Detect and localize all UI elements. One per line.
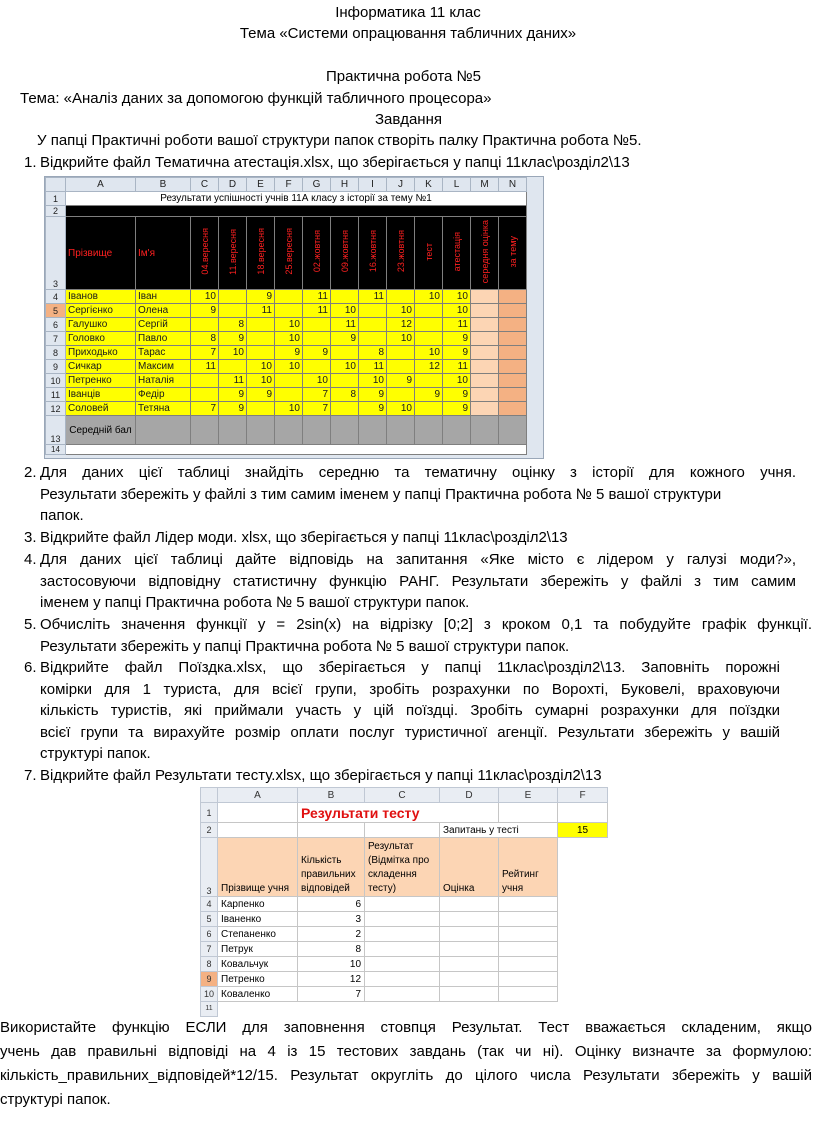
surname-cell: Петрук <box>218 942 298 957</box>
grade-cell <box>440 957 499 972</box>
correct-cell: 8 <box>298 942 365 957</box>
blank-cell <box>558 897 608 912</box>
surname-cell: Сергієнко <box>66 304 136 318</box>
column-letter: D <box>219 178 247 192</box>
header-result: Результат (Відмітка про складення тесту) <box>365 838 440 897</box>
row-number: 4 <box>46 290 66 304</box>
surname-cell: Іванов <box>66 290 136 304</box>
surname-cell: Галушко <box>66 318 136 332</box>
grade-cell <box>303 332 331 346</box>
grade-cell: 9 <box>191 304 219 318</box>
header-date: 25.вересня <box>283 228 294 275</box>
grade-cell: 10 <box>331 360 359 374</box>
thematic-cell <box>499 402 527 416</box>
result-cell <box>365 942 440 957</box>
name-cell: Максим <box>136 360 191 374</box>
column-letter: N <box>499 178 527 192</box>
grade-cell: 12 <box>387 318 415 332</box>
correct-cell: 12 <box>298 972 365 987</box>
table-row: 1 Результати успішності учнів 11А класу з історії за тему №1 <box>46 192 527 206</box>
questions-count: 15 <box>558 823 608 838</box>
tasks-heading: Завдання <box>375 111 442 128</box>
grade-cell <box>247 318 275 332</box>
grade-cell: 10 <box>303 374 331 388</box>
grade-cell: 10 <box>359 374 387 388</box>
table-row <box>46 360 527 374</box>
grade-cell: 9 <box>387 374 415 388</box>
table-row <box>201 897 608 912</box>
thematic-cell <box>499 318 527 332</box>
header-grade: Оцінка <box>440 838 499 897</box>
average-cell <box>471 388 499 402</box>
surname-cell: Карпенко <box>218 897 298 912</box>
column-letter: C <box>191 178 219 192</box>
grade-cell <box>331 290 359 304</box>
surname-cell: Іванців <box>66 388 136 402</box>
header-date: за тему <box>507 235 518 268</box>
row-number: 12 <box>46 402 66 416</box>
surname-cell: Ковальчук <box>218 957 298 972</box>
grade-cell: 8 <box>219 318 247 332</box>
header-surname: Прізвище <box>66 217 136 290</box>
row-number: 10 <box>46 374 66 388</box>
table-row <box>201 912 608 927</box>
grade-cell <box>387 360 415 374</box>
row-number: 9 <box>46 360 66 374</box>
grade-cell: 10 <box>275 360 303 374</box>
grade-cell <box>275 388 303 402</box>
grade-cell: 9 <box>331 332 359 346</box>
grade-cell <box>219 290 247 304</box>
grade-cell: 10 <box>443 374 471 388</box>
column-letter: A <box>66 178 136 192</box>
row-number: 6 <box>46 318 66 332</box>
grade-cell <box>331 402 359 416</box>
grade-cell <box>331 346 359 360</box>
surname-cell: Іваненко <box>218 912 298 927</box>
header-date: 11.вересня <box>227 228 238 275</box>
table-row <box>46 290 527 304</box>
questions-label: Запитань у тесті <box>440 823 558 838</box>
column-letter: C <box>365 788 440 803</box>
thematic-cell <box>499 388 527 402</box>
header-date: 02.жовтня <box>311 230 322 273</box>
table-row <box>46 402 527 416</box>
grade-cell <box>191 374 219 388</box>
correct-cell: 3 <box>298 912 365 927</box>
subject-title: Інформатика 11 клас <box>335 4 481 21</box>
grade-cell <box>415 318 443 332</box>
grade-cell: 11 <box>303 290 331 304</box>
grade-cell <box>359 304 387 318</box>
row-number: 9 <box>201 972 218 987</box>
grade-cell: 11 <box>247 304 275 318</box>
correct-cell: 2 <box>298 927 365 942</box>
grade-cell: 10 <box>331 304 359 318</box>
section-title: Тема «Системи опрацювання табличних даних» <box>239 25 577 42</box>
grade-cell: 11 <box>191 360 219 374</box>
column-letter: J <box>387 178 415 192</box>
grade-cell <box>219 360 247 374</box>
average-cell <box>471 290 499 304</box>
row-number: 5 <box>201 912 218 927</box>
grade-cell <box>191 388 219 402</box>
average-cell <box>471 346 499 360</box>
correct-cell: 7 <box>298 987 365 1002</box>
grade-cell: 9 <box>219 388 247 402</box>
grade-cell: 10 <box>415 290 443 304</box>
result-cell <box>365 897 440 912</box>
spreadsheet-attestation <box>44 176 544 459</box>
column-letter: G <box>303 178 331 192</box>
surname-cell: Степаненко <box>218 927 298 942</box>
surname-cell: Головко <box>66 332 136 346</box>
grade-cell <box>191 318 219 332</box>
grade-cell: 8 <box>359 346 387 360</box>
column-letter: E <box>247 178 275 192</box>
blank-cell <box>558 957 608 972</box>
thematic-cell <box>499 304 527 318</box>
grade-cell <box>415 304 443 318</box>
grade-cell <box>415 374 443 388</box>
grade-cell: 11 <box>303 304 331 318</box>
grade-cell: 10 <box>387 332 415 346</box>
grade-cell <box>440 942 499 957</box>
grade-cell: 10 <box>387 304 415 318</box>
surname-cell: Соловей <box>66 402 136 416</box>
grade-cell <box>219 304 247 318</box>
sheet-title: Результати успішності учнів 11А класу з історії за тему №1 <box>66 192 527 206</box>
grade-cell: 10 <box>275 318 303 332</box>
table-row <box>46 374 527 388</box>
average-cell <box>471 402 499 416</box>
grade-cell: 9 <box>415 388 443 402</box>
table-header-row: 3 Прізвище Ім'я 04.вересня 11.вересня 18.вересня 25.вересня 02.жовтня 09.жовтня 16.жовтня 23.жовтня тест атестація середня оцінка за тему <box>46 217 527 290</box>
column-letter: F <box>558 788 608 803</box>
name-cell: Федір <box>136 388 191 402</box>
task-2-number: 2. <box>24 464 37 481</box>
grade-cell: 11 <box>331 318 359 332</box>
surname-cell: Приходько <box>66 346 136 360</box>
grade-cell: 9 <box>443 346 471 360</box>
intro-text: У папці Практичні роботи вашої структури папок створіть палку Практична робота №5. <box>37 132 642 149</box>
surname-cell: Петренко <box>66 374 136 388</box>
rating-cell <box>499 912 558 927</box>
header-name: Ім'я <box>136 217 191 290</box>
row-number: 10 <box>201 987 218 1002</box>
table-row <box>46 304 527 318</box>
grade-cell: 9 <box>303 346 331 360</box>
grade-cell: 9 <box>247 290 275 304</box>
row-number: 7 <box>46 332 66 346</box>
thematic-cell <box>499 374 527 388</box>
grade-cell: 10 <box>247 374 275 388</box>
grade-cell: 9 <box>443 332 471 346</box>
thematic-cell <box>499 290 527 304</box>
average-cell <box>471 304 499 318</box>
row-number: 4 <box>201 897 218 912</box>
header-date: атестація <box>451 231 462 272</box>
correct-cell: 6 <box>298 897 365 912</box>
name-cell: Тарас <box>136 346 191 360</box>
rating-cell <box>499 957 558 972</box>
surname-cell: Коваленко <box>218 987 298 1002</box>
grade-cell <box>440 972 499 987</box>
table-row <box>201 942 608 957</box>
column-letter: B <box>136 178 191 192</box>
header-correct: Кількість правильних відповідей <box>298 838 365 897</box>
topic-title: Тема: «Аналіз даних за допомогою функцій табличного процесора» <box>20 90 492 107</box>
column-header-row <box>201 788 608 803</box>
grade-cell: 7 <box>303 388 331 402</box>
header-surname: Прізвище учня <box>218 838 298 897</box>
average-cell <box>471 374 499 388</box>
name-cell: Наталія <box>136 374 191 388</box>
blank-cell <box>558 987 608 1002</box>
grade-cell <box>247 346 275 360</box>
grade-cell: 10 <box>415 346 443 360</box>
table-row: 11 <box>201 1002 608 1017</box>
task-1-number: 1. <box>24 154 37 171</box>
grade-cell: 7 <box>191 402 219 416</box>
task-6: 6. Відкрийте файл Поїздка.xlsx, що зберігається у папці 11клас\розділ2\13. Заповніть порожні комірки для 1 туриста, для всієї групи, зробіть розрахунки по Ворохті, Буковелі, враховуючи кількість туристів, які приймали участь у цій поїздці. Зробіть сумарні розрахунки для поїздки всієї групи та вирахуйте розмір оплати послуг туристичної агенції. Результати збережіть у вашій структурі папок. <box>24 659 780 762</box>
column-letter: K <box>415 178 443 192</box>
grade-cell <box>247 402 275 416</box>
grade-cell: 10 <box>275 402 303 416</box>
blank-cell <box>558 927 608 942</box>
grade-cell <box>415 332 443 346</box>
table-row: 13 Середній бал <box>46 416 527 445</box>
result-cell <box>365 927 440 942</box>
grade-cell: 12 <box>415 360 443 374</box>
header-date: 09.жовтня <box>339 230 350 273</box>
column-letter: H <box>331 178 359 192</box>
row-number: 7 <box>201 942 218 957</box>
header-date: 23.жовтня <box>395 230 406 273</box>
task-1-text: Відкрийте файл Тематична атестація.xlsx, що зберігається у папці 11клас\розділ2\13 <box>40 154 630 171</box>
task-2: 2. Для даних цієї таблиці знайдіть середню та тематичну оцінку з історії для кожного учня. Результати збережіть у файлі з тим самим іменем у папці Практична робота № 5 вашої структури папок. <box>24 464 796 524</box>
header-date: 16.жовтня <box>367 230 378 273</box>
table-row <box>46 388 527 402</box>
grade-cell <box>415 402 443 416</box>
grade-cell: 10 <box>247 360 275 374</box>
header-date: тест <box>423 242 434 261</box>
thematic-cell <box>499 346 527 360</box>
grade-cell: 8 <box>331 388 359 402</box>
grade-cell: 11 <box>443 360 471 374</box>
grade-cell <box>247 332 275 346</box>
grade-cell <box>303 360 331 374</box>
table-row <box>46 332 527 346</box>
grade-cell: 10 <box>443 304 471 318</box>
grade-cell: 10 <box>191 290 219 304</box>
task-5: 5. Обчисліть значення функції y = 2sin(x) на відрізку [0;2] з кроком 0,1 та побудуйте графік функції. Результати збережіть у папці Практична робота № 5 вашої структури папок. <box>24 616 812 655</box>
grade-cell: 9 <box>443 388 471 402</box>
grade-cell: 11 <box>219 374 247 388</box>
grade-cell: 10 <box>275 332 303 346</box>
table-row <box>46 346 527 360</box>
result-cell <box>365 972 440 987</box>
grade-cell <box>387 290 415 304</box>
name-cell: Павло <box>136 332 191 346</box>
surname-cell: Петренко <box>218 972 298 987</box>
column-letter: F <box>275 178 303 192</box>
task-3: 3. Відкрийте файл Лідер моди. xlsx, що зберігається у папці 11клас\розділ2\13 <box>24 529 568 546</box>
grade-cell <box>387 346 415 360</box>
grade-cell: 11 <box>359 290 387 304</box>
row-number: 8 <box>46 346 66 360</box>
test-results-table <box>200 787 608 1017</box>
row-number: 6 <box>201 927 218 942</box>
grade-cell <box>387 388 415 402</box>
grade-cell: 9 <box>359 388 387 402</box>
column-letter: E <box>499 788 558 803</box>
table-row: 1 Результати тесту <box>201 803 608 823</box>
footer-paragraph: Використайте функцію ЕСЛИ для заповнення стовпця Результат. Тест вважається складеним, якщо учень дав правильні відповіді на 4 із 15 тестових завдань (так чи ні). Оцінку визначте за формулою: кількість_правильних_відповідей*12/15. Результат округліть до цілого числа Результати збережіть у вашій структурі папок. <box>0 1019 812 1108</box>
row-number: 11 <box>46 388 66 402</box>
grade-cell <box>359 318 387 332</box>
correct-cell: 10 <box>298 957 365 972</box>
table-row <box>46 318 527 332</box>
grade-cell <box>275 290 303 304</box>
header-date: 04.вересня <box>199 228 210 275</box>
surname-cell: Сичкар <box>66 360 136 374</box>
grade-cell <box>359 332 387 346</box>
header-date: 18.вересня <box>255 228 266 275</box>
blank-cell <box>558 972 608 987</box>
grade-cell <box>275 304 303 318</box>
grade-cell: 11 <box>359 360 387 374</box>
name-cell: Сергій <box>136 318 191 332</box>
grade-cell <box>303 318 331 332</box>
attestation-table <box>45 177 527 455</box>
table-row <box>201 972 608 987</box>
grade-cell: 10 <box>387 402 415 416</box>
rating-cell <box>499 972 558 987</box>
grade-cell: 8 <box>191 332 219 346</box>
grade-cell <box>440 897 499 912</box>
table-row <box>201 957 608 972</box>
blank-cell <box>558 912 608 927</box>
grade-cell: 7 <box>191 346 219 360</box>
grade-cell <box>440 912 499 927</box>
rating-cell <box>499 987 558 1002</box>
grade-cell <box>440 927 499 942</box>
average-cell <box>471 360 499 374</box>
rating-cell <box>499 942 558 957</box>
task-7: 7. Відкрийте файл Результати тесту.xlsx, що зберігається у папці 11клас\розділ2\13 <box>24 767 602 784</box>
header-rating: Рейтинг учня <box>499 838 558 897</box>
grade-cell: 10 <box>219 346 247 360</box>
column-letter: L <box>443 178 471 192</box>
name-cell: Олена <box>136 304 191 318</box>
grade-cell: 10 <box>443 290 471 304</box>
table-row <box>201 927 608 942</box>
blank-cell <box>558 942 608 957</box>
column-letter: D <box>440 788 499 803</box>
header-date: середня оцінка <box>479 219 490 284</box>
average-cell <box>471 318 499 332</box>
column-letter: A <box>218 788 298 803</box>
table-row: 14 <box>46 445 527 455</box>
work-title: Практична робота №5 <box>326 68 481 85</box>
grade-cell <box>331 374 359 388</box>
table-row: 2 Запитань у тесті 15 <box>201 823 608 838</box>
result-cell <box>365 957 440 972</box>
grade-cell: 9 <box>219 402 247 416</box>
grade-cell: 7 <box>303 402 331 416</box>
row-number: 5 <box>46 304 66 318</box>
thematic-cell <box>499 332 527 346</box>
grade-cell <box>440 987 499 1002</box>
rating-cell <box>499 927 558 942</box>
average-cell <box>471 332 499 346</box>
grade-cell: 9 <box>443 402 471 416</box>
sheet-title: Результати тесту <box>298 803 499 823</box>
column-header-row <box>46 178 527 192</box>
column-letter: B <box>298 788 365 803</box>
spreadsheet-test-results <box>200 787 620 1013</box>
result-cell <box>365 987 440 1002</box>
table-header-row: 3 Прізвище учня Кількість правильних відповідей Результат (Відмітка про складення тесту) Оцінка Рейтинг учня <box>201 838 608 897</box>
grade-cell: 11 <box>443 318 471 332</box>
result-cell <box>365 912 440 927</box>
name-cell: Тетяна <box>136 402 191 416</box>
average-label: Середній бал <box>66 416 136 445</box>
table-row <box>201 987 608 1002</box>
grade-cell: 9 <box>359 402 387 416</box>
thematic-cell <box>499 360 527 374</box>
grade-cell <box>275 374 303 388</box>
column-letter: M <box>471 178 499 192</box>
grade-cell: 9 <box>219 332 247 346</box>
task-4: 4. Для даних цієї таблиці дайте відповідь на запитання «Яке місто є лідером у галузі моди?», застосовуючи відповідну статистичну функцію РАНГ. Результати збережіть у файлі з тим самим іменем у папці Практична робота № 5 вашої структури папок. <box>24 551 796 611</box>
table-row: 2 <box>46 206 527 217</box>
rating-cell <box>499 897 558 912</box>
row-number: 8 <box>201 957 218 972</box>
column-letter: I <box>359 178 387 192</box>
grade-cell: 9 <box>247 388 275 402</box>
name-cell: Іван <box>136 290 191 304</box>
grade-cell: 9 <box>275 346 303 360</box>
